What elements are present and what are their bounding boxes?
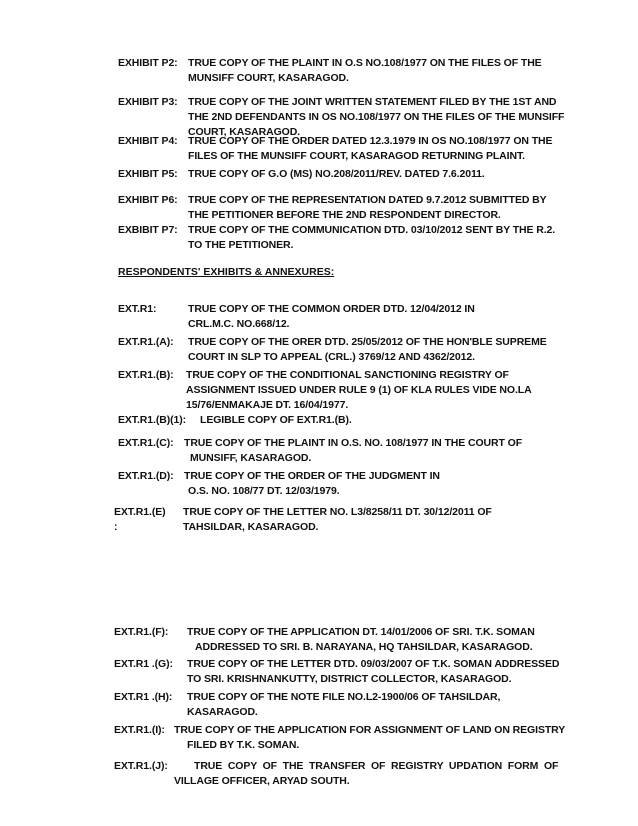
annexure-text-line: TAHSILDAR, KASARAGOD. (183, 521, 319, 533)
annexure-text-line: LEGIBLE COPY OF EXT.R1.(B). (200, 414, 352, 426)
exhibit-text-line: COURT, KASARAGOD. (188, 126, 301, 138)
annexure-text-line: MUNSIFF, KASARAGOD. (190, 452, 312, 464)
annexure-text-line: TRUE COPY OF THE TRANSFER OF REGISTRY UPDATION FORM OF (194, 760, 559, 772)
exhibit-text-line: TRUE COPY OF THE ORDER DATED 12.3.1979 IN OS NO.108/1977 ON THE (188, 135, 553, 147)
exhibit-text-line: TRUE COPY OF THE JOINT WRITTEN STATEMENT FILED BY THE 1ST AND (188, 96, 557, 108)
exhibit-label: EXHIBIT P5: (118, 168, 178, 180)
respondents-heading: RESPONDENTS' EXHIBITS & ANNEXURES: (118, 266, 335, 278)
annexure-text-line: O.S. NO. 108/77 DT. 12/03/1979. (188, 485, 340, 497)
exhibit-label: EXHIBIT P2: (118, 57, 178, 69)
annexure-text-line: FILED BY T.K. SOMAN. (187, 739, 300, 751)
annexure-text-line: ASSIGNMENT ISSUED UNDER RULE 9 (1) OF KLA RULES VIDE NO.LA (186, 384, 532, 396)
annexure-text-line: KASARAGOD. (187, 706, 258, 718)
annexure-label: EXT.R1.(I): (114, 724, 165, 736)
annexure-label: EXT.R1.(E) (114, 506, 166, 518)
exhibit-label: EXHIBIT P3: (118, 96, 178, 108)
exhibit-label: EXBIBIT P7: (118, 224, 178, 236)
annexure-label: EXT.R1.(B)(1): (118, 414, 187, 426)
exhibit-label: EXHIBIT P6: (118, 194, 178, 206)
annexure-label: EXT.R1.(F): (114, 626, 169, 638)
annexure-text-line: TRUE COPY OF THE LETTER NO. L3/8258/11 DT. 30/12/2011 OF (183, 506, 492, 518)
exhibit-text-line: TRUE COPY OF THE PLAINT IN O.S NO.108/1977 ON THE FILES OF THE (188, 57, 542, 69)
annexure-text-line: COURT IN SLP TO APPEAL (CRL.) 3769/12 AND 4362/2012. (188, 351, 475, 363)
annexure-text-line: TRUE COPY OF THE APPLICATION DT. 14/01/2006 OF SRI. T.K. SOMAN (187, 626, 535, 638)
annexure-text-line: CRL.M.C. NO.668/12. (188, 318, 290, 330)
annexure-label: EXT.R1.(J): (114, 760, 168, 772)
exhibit-text-line: FILES OF THE MUNSIFF COURT, KASARAGOD RETURNING PLAINT. (188, 150, 525, 162)
exhibit-label: EXHIBIT P4: (118, 135, 178, 147)
annexure-text-line: 15/76/ENMAKAJE DT. 16/04/1977. (186, 399, 349, 411)
annexure-text-line: TRUE COPY OF THE ORER DTD. 25/05/2012 OF THE HON'BLE SUPREME (188, 336, 547, 348)
annexure-text-line: TO SRI. KRISHNANKUTTY, DISTRICT COLLECTOR, KASARAGOD. (187, 673, 512, 685)
exhibit-text-line: MUNSIFF COURT, KASARAGOD. (188, 72, 349, 84)
exhibit-text-line: TRUE COPY OF G.O (MS) NO.208/2011/REV. DATED 7.6.2011. (188, 168, 485, 180)
annexure-text-line: TRUE COPY OF THE LETTER DTD. 09/03/2007 OF T.K. SOMAN ADDRESSED (187, 658, 560, 670)
annexure-label: EXT.R1.(D): (118, 470, 174, 482)
exhibit-text-line: TO THE PETITIONER. (188, 239, 294, 251)
annexure-label: EXT.R1.(C): (118, 437, 174, 449)
exhibit-text-line: TRUE COPY OF THE COMMUNICATION DTD. 03/10/2012 SENT BY THE R.2. (188, 224, 556, 236)
annexure-text-line: ADDRESSED TO SRI. B. NARAYANA, HQ TAHSILDAR, KASARAGOD. (195, 641, 533, 653)
annexure-label: EXT.R1 .(G): (114, 658, 173, 670)
annexure-label-colon: : (114, 521, 118, 533)
annexure-text-line: TRUE COPY OF THE COMMON ORDER DTD. 12/04/2012 IN (188, 303, 475, 315)
annexure-label: EXT.R1 .(H): (114, 691, 173, 703)
annexure-text-line: TRUE COPY OF THE CONDITIONAL SANCTIONING REGISTRY OF (186, 369, 509, 381)
exhibit-text-line: TRUE COPY OF THE REPRESENTATION DATED 9.7.2012 SUBMITTED BY (188, 194, 547, 206)
exhibit-text-line: THE PETITIONER BEFORE THE 2ND RESPONDENT DIRECTOR. (188, 209, 501, 221)
annexure-text-line: TRUE COPY OF THE PLAINT IN O.S. NO. 108/1977 IN THE COURT OF (184, 437, 523, 449)
annexure-label: EXT.R1.(B): (118, 369, 174, 381)
annexure-label: EXT.R1.(A): (118, 336, 174, 348)
annexure-text-line: TRUE COPY OF THE NOTE FILE NO.L2-1900/06 OF TAHSILDAR, (187, 691, 501, 703)
annexure-text-line: TRUE COPY OF THE ORDER OF THE JUDGMENT IN (184, 470, 440, 482)
exhibit-text-line: THE 2ND DEFENDANTS IN OS NO.108/1977 ON THE FILES OF THE MUNSIFF (188, 111, 565, 123)
annexure-label: EXT.R1: (118, 303, 157, 315)
annexure-text-line: TRUE COPY OF THE APPLICATION FOR ASSIGNMENT OF LAND ON REGISTRY (174, 724, 566, 736)
annexure-text-line: VILLAGE OFFICER, ARYAD SOUTH. (174, 775, 350, 787)
